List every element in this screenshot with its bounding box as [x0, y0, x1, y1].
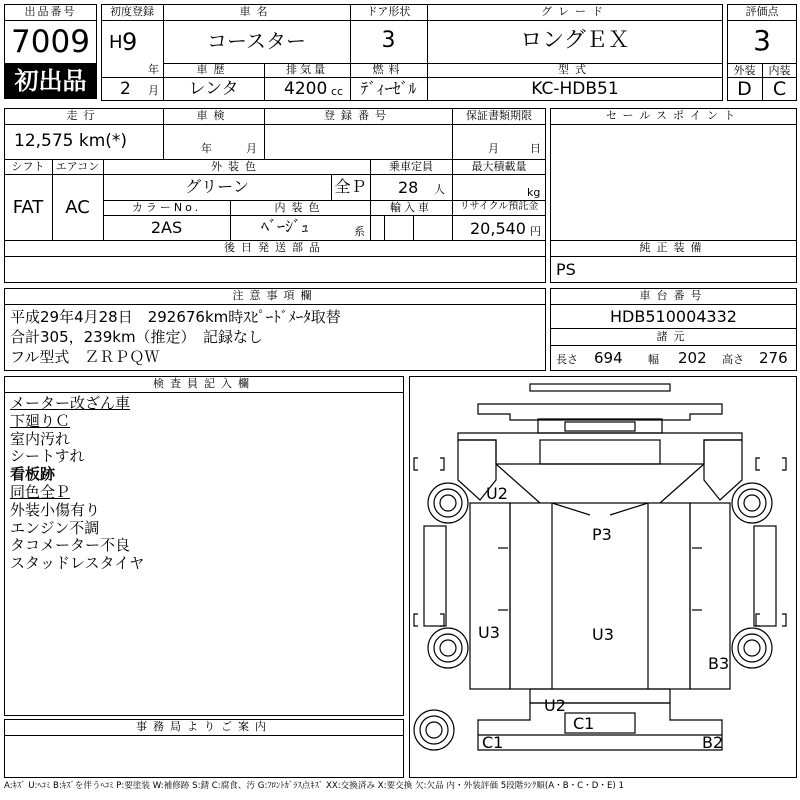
length-value: 694	[594, 349, 623, 367]
legend: A:ｷｽﾞ U:ﾍｺﾐ B:ｷｽﾞを伴うﾍｺﾐ P:要塗装 W:補修跡 S:錆 C:腐食、汚 G:ﾌﾛﾝﾄｶﾞﾗｽ点ｷｽﾞ XX:交換済み X:要交換 欠:欠品 内・外装評価 5段階ﾗﾝｸ順(A・B・C・D・E) 1	[4, 781, 624, 791]
history: レンタ	[188, 79, 239, 99]
door-label: ドア形状	[366, 5, 411, 18]
inspector-note-10: スタッドレスタイヤ	[10, 554, 145, 573]
warranty-month-unit: 月	[488, 142, 499, 155]
chassis-number: HDB510004332	[610, 307, 737, 326]
recycle-label: リサイクル預託金	[459, 201, 539, 212]
damage-mark-rear-left: U3	[478, 623, 500, 642]
lot-label: 出品番号	[24, 5, 77, 18]
later-parts-label: 後日発送部品	[224, 241, 326, 254]
inspection-month-unit: 月	[246, 142, 257, 155]
exterior-grade: D	[737, 78, 752, 100]
options-value: PS	[556, 260, 576, 279]
car-name: コースター	[207, 29, 306, 53]
inspector-note-6: 同色全Ｐ	[10, 482, 71, 501]
exterior-label: 外装	[733, 64, 756, 77]
dims-label: 諸元	[656, 330, 691, 343]
recycle-fee: 20,540	[470, 219, 526, 238]
interior-color-unit: 系	[354, 225, 365, 238]
warranty-label: 保証書類期限	[466, 109, 532, 122]
history-label: 車歴	[196, 63, 231, 76]
options-label: 純正装備	[639, 241, 708, 254]
inspector-note-2: 下廻りＣ	[10, 411, 71, 430]
interior-color: ﾍﾞｰｼﾞｭ	[260, 217, 309, 236]
grade-label: グレード	[541, 5, 609, 18]
height-label: 高さ	[722, 353, 744, 366]
first-reg-label: 初度登録	[110, 5, 154, 18]
exterior-color: グリーン	[185, 177, 249, 196]
model-code-label: 型式	[558, 63, 592, 76]
capacity-unit: 人	[434, 183, 445, 196]
full-paint: 全Ｐ	[334, 177, 367, 196]
score-label: 評価点	[745, 5, 779, 18]
height-value: 276	[759, 349, 788, 367]
color-no-label: カラーNo.	[131, 201, 202, 214]
inspector-note-7: 外装小傷有り	[10, 500, 101, 519]
caution-line-3: フル型式 ＺＲＰＱＷ	[10, 348, 160, 366]
warranty-day-unit: 日	[530, 142, 541, 155]
reg-number-label: 登録番号	[324, 109, 392, 122]
year: 9	[122, 28, 138, 56]
office-label: 事務局よりご案内	[136, 720, 272, 733]
width-label: 幅	[648, 353, 659, 366]
month: 2	[120, 79, 131, 99]
caution-line-1: 平成29年4月28日 292676km時ｽﾋﾟｰﾄﾞﾒｰﾀ取替	[10, 308, 341, 326]
mileage-label: 走行	[66, 109, 101, 122]
damage-mark-rear-bumper-left: C1	[482, 733, 504, 752]
ac: AC	[65, 197, 90, 218]
displacement: 4200	[284, 79, 328, 99]
shift: FAT	[12, 197, 44, 218]
inspection-label: 車検	[196, 109, 231, 122]
year-unit: 年	[148, 63, 159, 76]
max-load-label: 最大積載量	[471, 160, 527, 173]
length-label: 長さ	[556, 353, 578, 366]
era: H	[109, 32, 123, 53]
model-code: KC-HDB51	[531, 79, 619, 99]
fuel-label: 燃料	[372, 63, 405, 76]
mileage: 12,575 km(*)	[14, 131, 128, 151]
exterior-color-label: 外装色	[211, 160, 262, 173]
width-value: 202	[678, 349, 707, 367]
inspection-year-unit: 年	[201, 142, 212, 155]
capacity-label: 乗車定員	[389, 160, 433, 173]
chassis-label: 車台番号	[639, 289, 708, 302]
inspector-note-5: 看板跡	[10, 465, 56, 484]
damage-mark-rear-bumper-right: B2	[702, 733, 724, 752]
damage-mark-roof-front: P3	[592, 525, 612, 544]
color-no: 2AS	[150, 218, 183, 237]
inspector-note-1: メーター改ざん車	[10, 394, 131, 412]
car-name-label: 車名	[239, 5, 274, 18]
caution-line-2: 合計305，239km（推定） 記録なし	[10, 328, 264, 346]
shift-label: シフト	[11, 160, 45, 173]
displacement-label: 排気量	[286, 63, 328, 76]
month-unit: 月	[148, 84, 159, 97]
score: 3	[753, 24, 771, 57]
inspector-note-3: 室内汚れ	[10, 429, 71, 448]
doors: 3	[381, 28, 396, 53]
cautions-label: 注意事項欄	[232, 289, 318, 302]
interior-grade: C	[772, 78, 787, 100]
interior-color-label: 内装色	[274, 201, 326, 214]
inspector-note-4: シートすれ	[10, 447, 85, 466]
import-label: 輸入車	[390, 201, 432, 214]
inspector-label: 検査員記入欄	[153, 377, 255, 390]
damage-mark-rear-top: U2	[544, 696, 566, 715]
damage-mark-rear-center: C1	[573, 714, 595, 733]
damage-mark-front-left: U2	[486, 484, 508, 503]
lot-number: 7009	[11, 24, 90, 60]
interior-label: 内装	[768, 64, 791, 77]
max-load-unit: kg	[527, 186, 541, 199]
inspector-note-9: タコメーター不良	[10, 536, 131, 555]
capacity: 28	[398, 178, 419, 197]
recycle-unit: 円	[530, 225, 541, 238]
ac-label: エアコン	[55, 160, 100, 173]
grade: ロングＥＸ	[520, 28, 630, 53]
sales-points-label: セールスポイント	[605, 109, 741, 122]
displacement-unit: cc	[331, 85, 344, 98]
damage-mark-rear-right: B3	[708, 654, 730, 673]
first-listing-text: 初出品	[14, 67, 87, 95]
fuel: ﾃﾞｨｰｾﾞﾙ	[360, 79, 417, 98]
inspector-note-8: エンジン不調	[10, 518, 100, 537]
damage-mark-roof-rear: U3	[592, 625, 614, 644]
